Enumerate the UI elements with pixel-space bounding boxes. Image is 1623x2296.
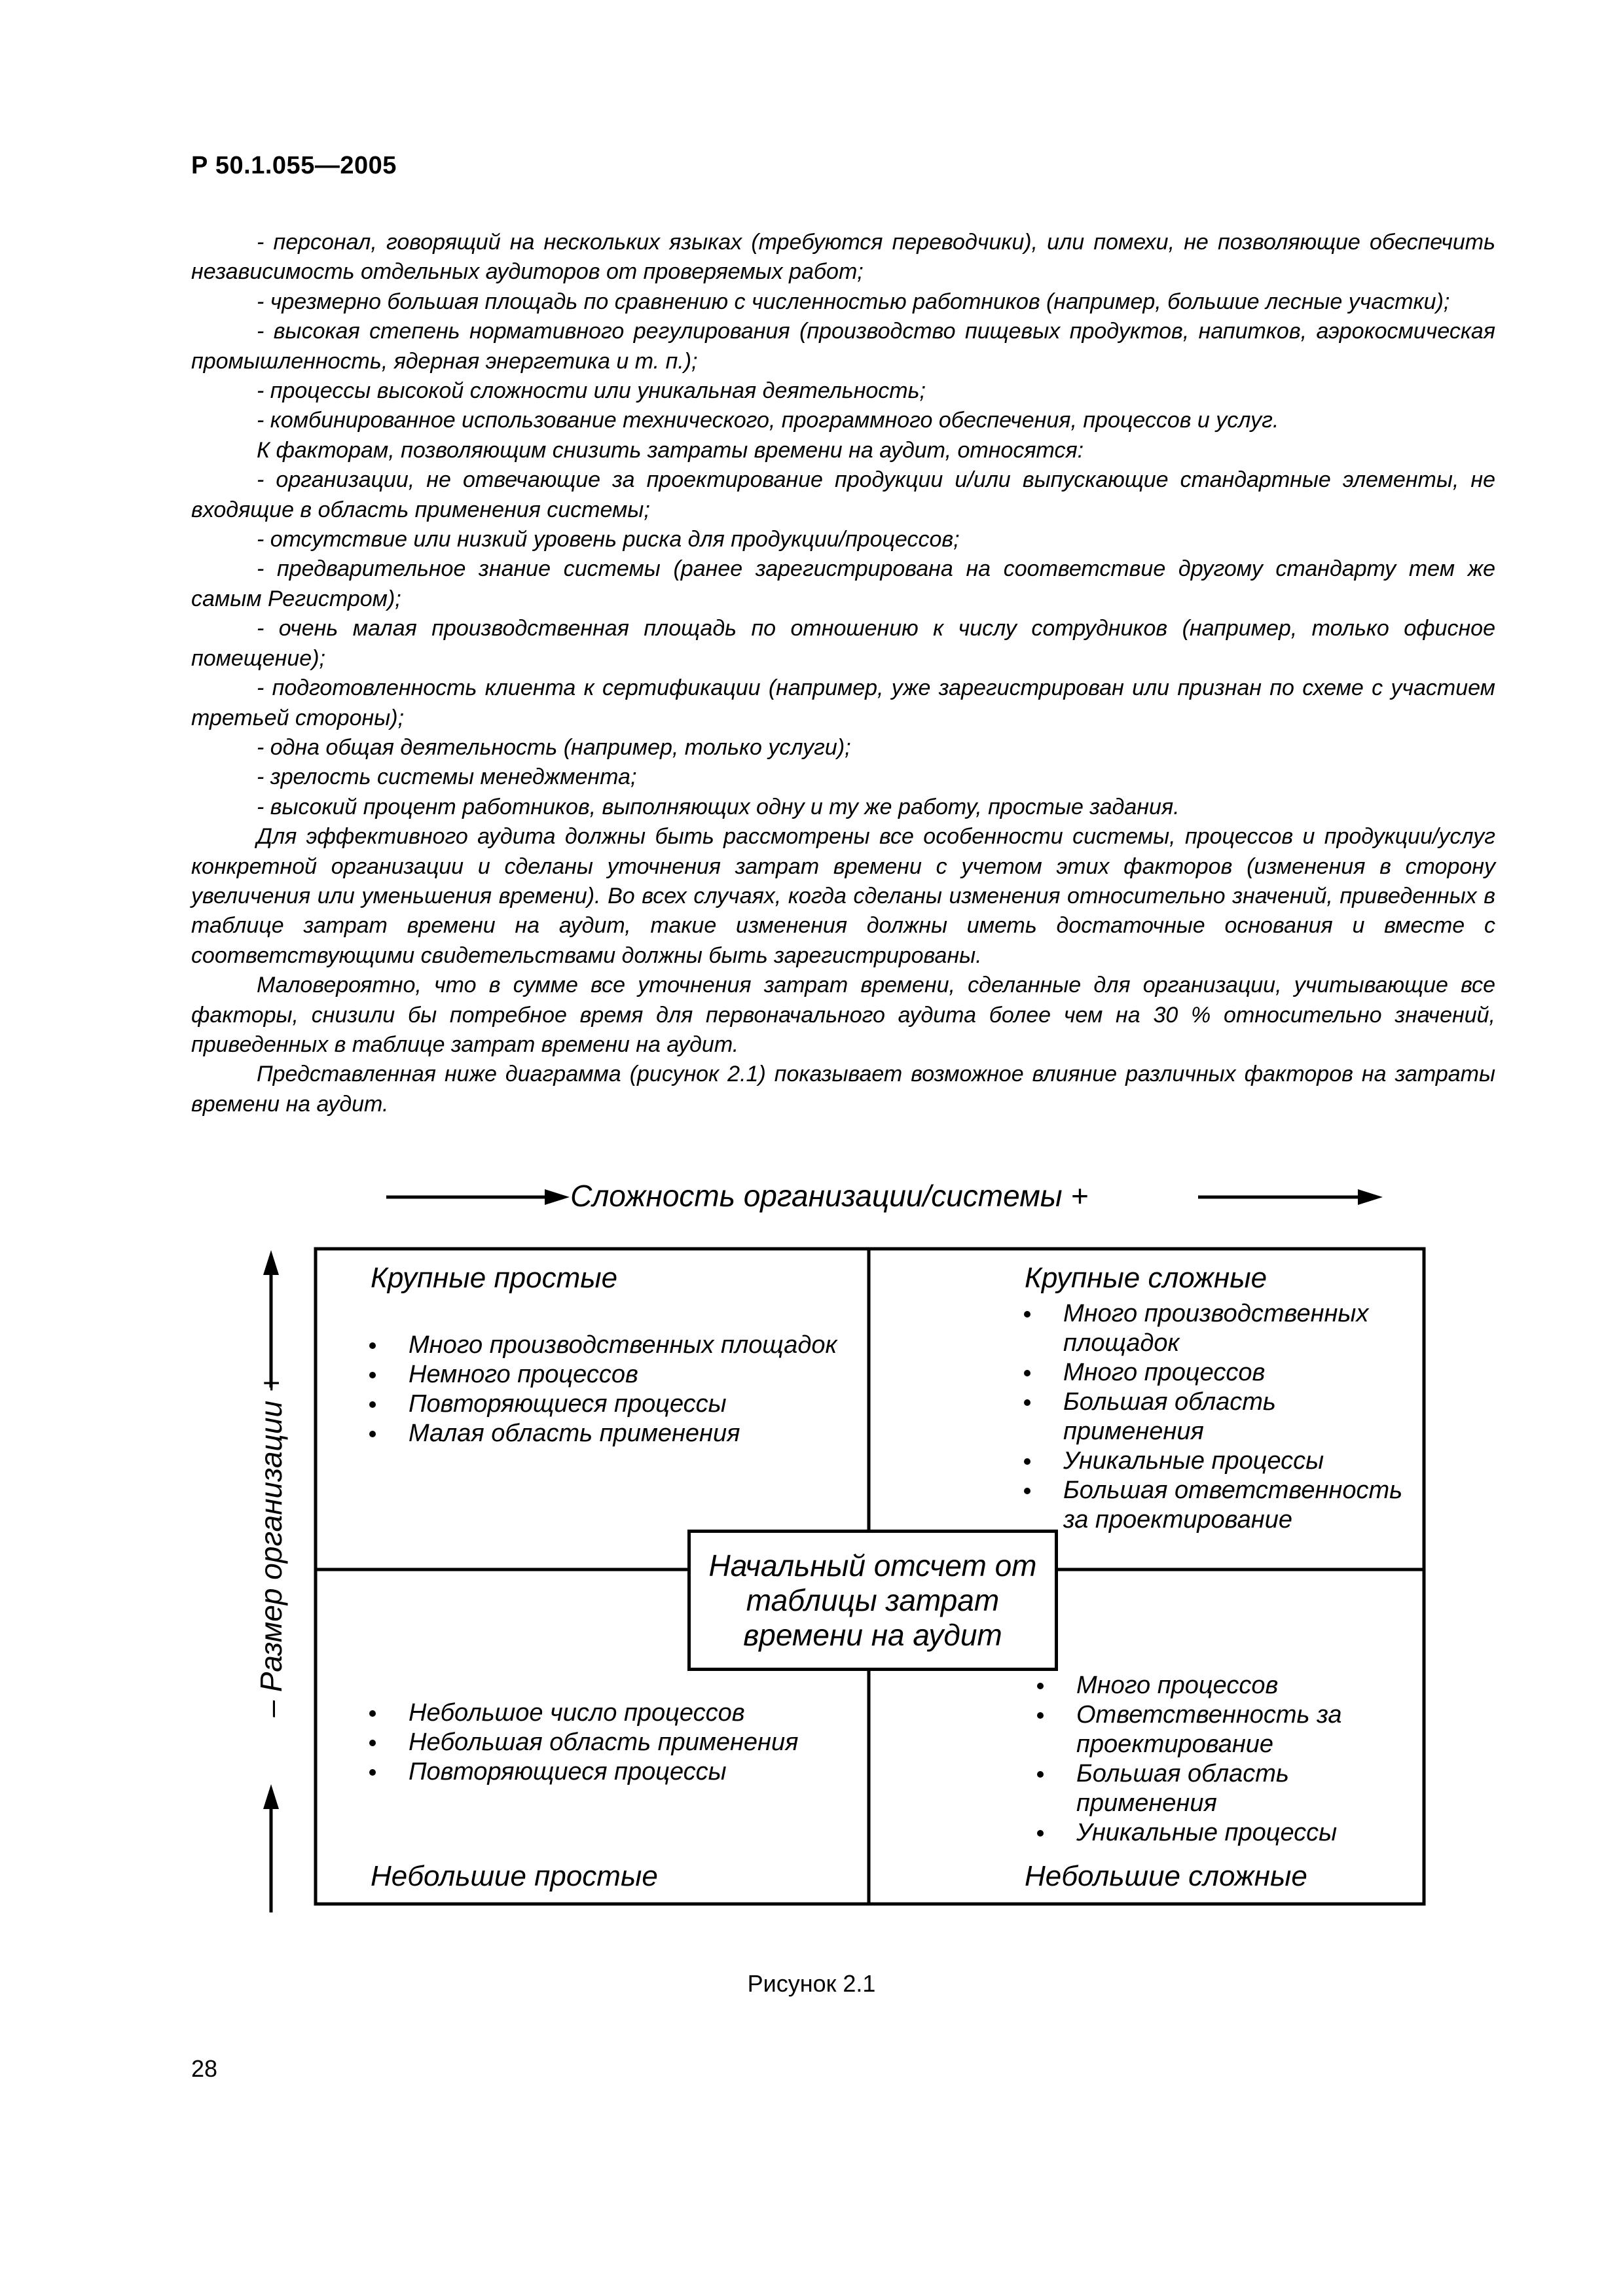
quadrant-list-small-complex xyxy=(1034,1671,1401,1848)
list-item: Большая область применения xyxy=(1034,1759,1401,1818)
paragraph: Для эффективного аудита должны быть рассмотрены все особенности системы, процессов и продукции/услуг конкретной организации и сделаны уточнения затрат времени с учетом этих факторов (изменения в сторону увеличения или уменьшения времени). Во всех случаях, когда сделаны изменения относительно значений, приведенных в таблице затрат времени на аудит, такие изменения должны иметь достаточные основания и вместе с соответствующими свидетельствами должны быть зарегистрированы. xyxy=(191,824,1495,968)
paragraph: К факторам, позволяющим снизить затраты времени на аудит, относятся: xyxy=(257,437,1084,463)
paragraph: - процессы высокой сложности или уникальная деятельность; xyxy=(257,378,926,404)
quadrant-list-large-simple xyxy=(367,1331,864,1448)
paragraph: - зрелость системы менеджмента; xyxy=(257,764,637,790)
paragraph: - высокий процент работников, выполняющих одну и ту же работу, простые задания. xyxy=(257,794,1180,819)
paragraph: - комбинированное использование технического, программного обеспечения, процессов и услуг. xyxy=(257,408,1279,433)
complexity-size-diagram: – Сложность организации/системы + – Размер организации + Крупные простые Много производственных площадок Немного процессов Повторяющиеся процессы Малая область применения Крупные сложные Много производственных площадок Много процессов Большая область применения Уникальные процессы Большая ответственность за проектирование Небольшое число процессов Небольшая область применения Повторяющиеся процессы Небольшие простые Много процессов Ответственность за проектирование Большая область применения Уникальные процессы Небольшие сложные Начальный отсчет от таблицы затрат времени на аудит xyxy=(0,0,1623,2296)
paragraph: - высокая степень нормативного регулирования (производство пищевых продуктов, напитков, аэрокосмическая промышленность, ядерная энергетика и т. п.); xyxy=(191,319,1495,374)
list-item: Небольшая область применения xyxy=(367,1728,864,1757)
center-reference-label: Начальный отсчет от таблицы затрат времени на аудит xyxy=(708,1548,1037,1652)
quadrant-title-small-complex: Небольшие сложные xyxy=(1025,1860,1307,1892)
list-item: Немного процессов xyxy=(367,1360,864,1390)
paragraph: - организации, не отвечающие за проектирование продукции и/или выпускающие стандартные элементы, не входящие в область применения системы; xyxy=(191,467,1495,522)
list-item: Малая область применения xyxy=(367,1419,864,1448)
list-item: Повторяющиеся процессы xyxy=(367,1757,864,1787)
x-axis-label: – Сложность организации/системы + xyxy=(545,1179,1089,1213)
list-item: Ответственность за проектирование xyxy=(1034,1700,1401,1759)
center-reference-box xyxy=(687,1530,1058,1671)
figure-caption: Рисунок 2.1 xyxy=(747,1970,876,1997)
list-item: Много процессов xyxy=(1021,1358,1414,1388)
list-item: Большая область применения xyxy=(1021,1388,1414,1446)
paragraph: Представленная ниже диаграмма (рисунок 2.1) показывает возможное влияние различных факторов на затраты времени на аудит. xyxy=(191,1062,1495,1117)
quadrant-title-large-complex: Крупные сложные xyxy=(1025,1262,1267,1294)
paragraph: - предварительное знание системы (ранее зарегистрирована на соответствие другому стандарту тем же самым Регистром); xyxy=(191,556,1495,611)
quadrant-title-large-simple: Крупные простые xyxy=(371,1262,618,1294)
quadrant-list-small-simple xyxy=(367,1698,864,1787)
list-item: Уникальные процессы xyxy=(1021,1446,1414,1476)
paragraph: - персонал, говорящий на нескольких языках (требуются переводчики), или помехи, не позволяющие обеспечить независимость отдельных аудиторов от проверяемых работ; xyxy=(191,230,1495,285)
list-item: Много производственных площадок xyxy=(1021,1299,1414,1358)
paragraph: - чрезмерно большая площадь по сравнению с численностью работников (например, большие лесные участки); xyxy=(257,289,1450,314)
list-item: Повторяющиеся процессы xyxy=(367,1390,864,1419)
paragraph: - подготовленность клиента к сертификации (например, уже зарегистрирован или признан по схеме с участием третьей стороны); xyxy=(191,675,1495,730)
list-item: Небольшое число процессов xyxy=(367,1698,864,1728)
quadrant-title-small-simple: Небольшие простые xyxy=(371,1860,658,1892)
paragraph: Маловероятно, что в сумме все уточнения затрат времени, сделанные для организации, учитывающие все факторы, снизили бы потребное время для первоначального аудита более чем на 30 % относительно значений, приведенных в таблице затрат времени на аудит. xyxy=(191,973,1495,1057)
list-item: Уникальные процессы xyxy=(1034,1818,1401,1848)
paragraph: - отсутствие или низкий уровень риска для продукции/процессов; xyxy=(257,527,960,552)
paragraph: - очень малая производственная площадь по отношению к числу сотрудников (например, только офисное помещение); xyxy=(191,616,1495,671)
list-item: Много процессов xyxy=(1034,1671,1401,1700)
page-number: 28 xyxy=(191,2055,218,2082)
list-item: Много производственных площадок xyxy=(367,1331,864,1360)
paragraph: - одна общая деятельность (например, только услуги); xyxy=(257,734,851,760)
quadrant-list-large-complex xyxy=(1021,1299,1414,1535)
document-code: Р 50.1.055—2005 xyxy=(191,152,397,179)
list-item: Большая ответственность за проектирование xyxy=(1021,1476,1414,1535)
